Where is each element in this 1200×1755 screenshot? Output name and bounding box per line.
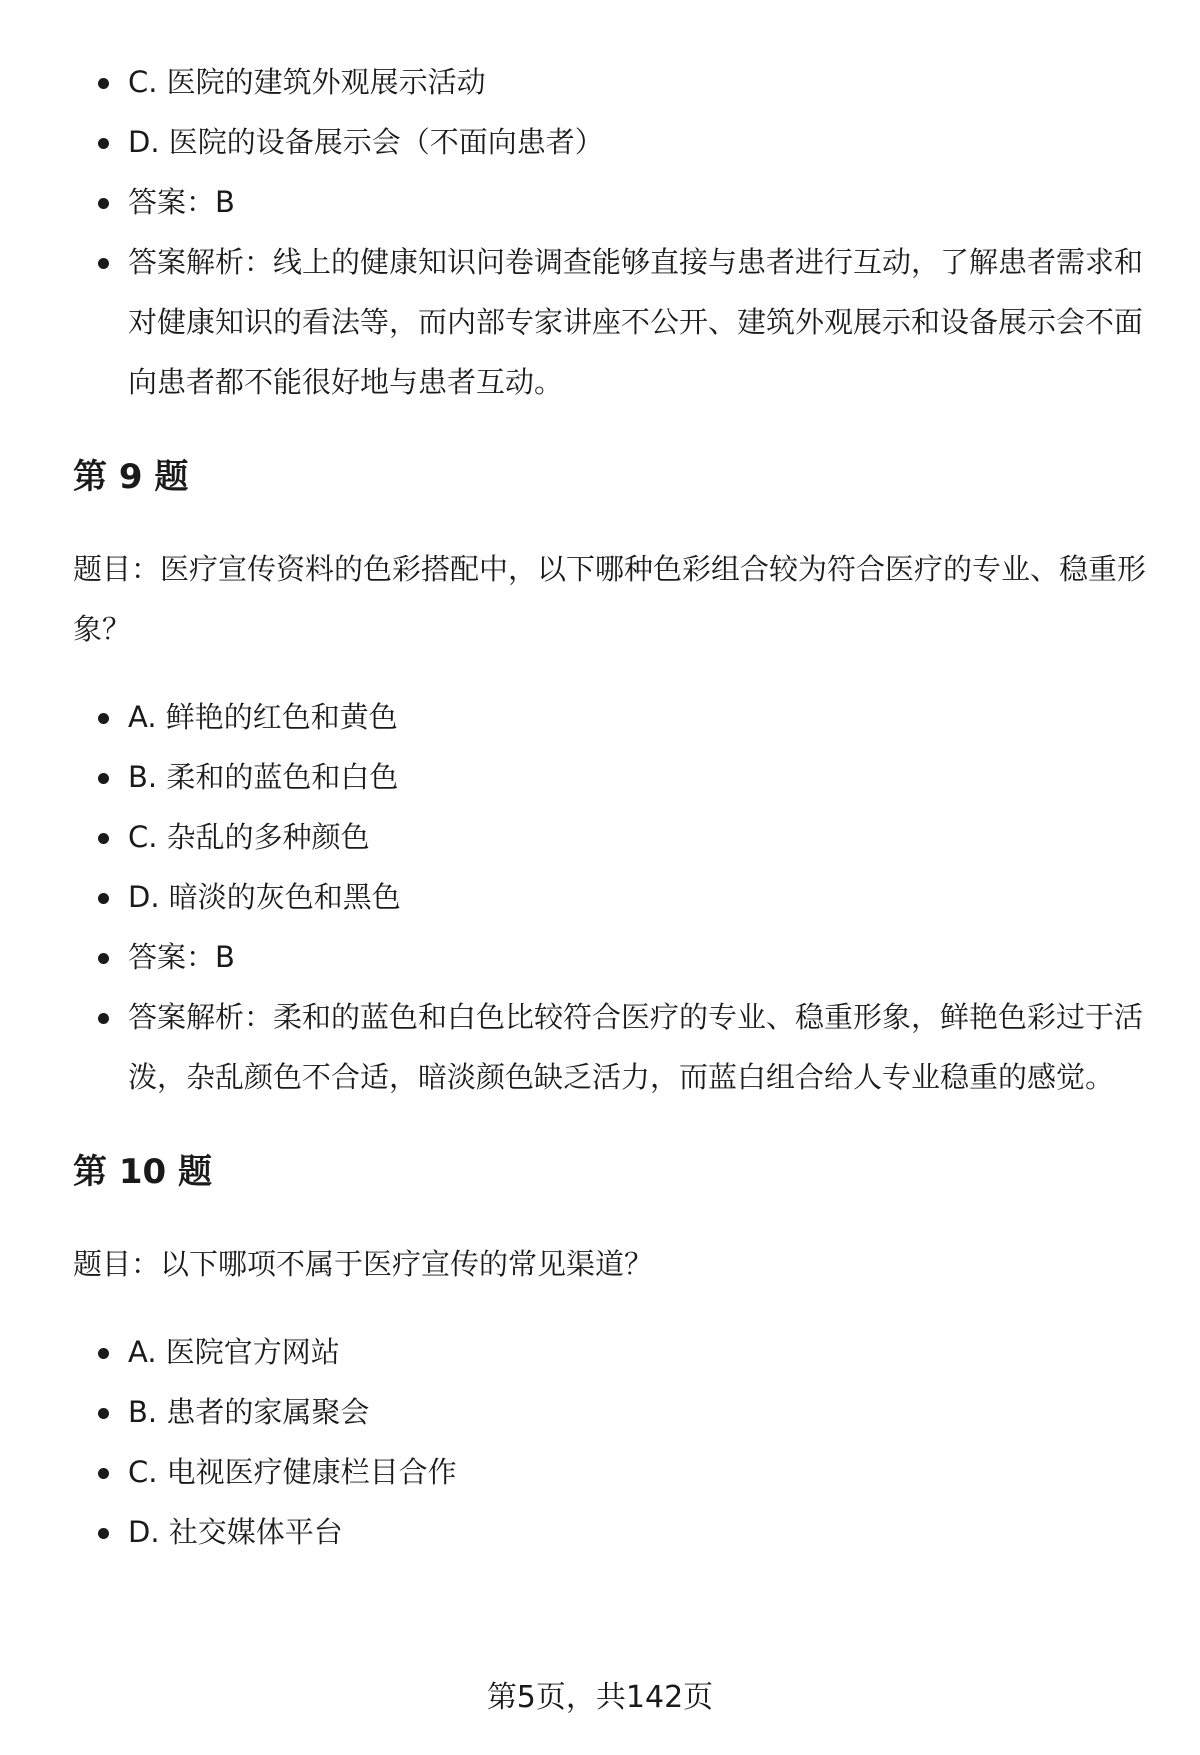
answer: 答案：B: [73, 172, 1148, 232]
question-10-options: [73, 1322, 1148, 1562]
option-b: B. 柔和的蓝色和白色: [73, 747, 1148, 807]
question-10-text: 题目：以下哪项不属于医疗宣传的常见渠道？: [73, 1247, 654, 1281]
answer-explanation: 答案解析：柔和的蓝色和白色比较符合医疗的专业、稳重形象，鲜艳色彩过于活泼，杂乱颜色不合适，暗淡颜色缺乏活力，而蓝白组合给人专业稳重的感觉。: [73, 987, 1148, 1107]
option-d: D. 医院的设备展示会（不面向患者）: [73, 112, 1148, 172]
option-b: B. 患者的家属聚会: [73, 1382, 1148, 1442]
page-content: [73, 52, 1148, 1562]
option-c: C. 杂乱的多种颜色: [73, 807, 1148, 867]
option-a: A. 医院官方网站: [73, 1322, 1148, 1382]
option-c: C. 医院的建筑外观展示活动: [73, 52, 1148, 112]
option-d: D. 暗淡的灰色和黑色: [73, 867, 1148, 927]
question-10-heading: 第 10 题: [73, 1152, 212, 1192]
question-9-heading: 第 9 题: [73, 457, 189, 497]
question-9-text: 题目：医疗宣传资料的色彩搭配中，以下哪种色彩组合较为符合医疗的专业、稳重形象？: [73, 552, 1147, 646]
question-9-options: [73, 687, 1148, 1107]
page-number-footer: 第5页，共142页: [486, 1680, 714, 1715]
option-d: D. 社交媒体平台: [73, 1502, 1148, 1562]
answer: 答案：B: [73, 927, 1148, 987]
option-c: C. 电视医疗健康栏目合作: [73, 1442, 1148, 1502]
prev-question-options: [73, 52, 1148, 412]
option-a: A. 鲜艳的红色和黄色: [73, 687, 1148, 747]
answer-explanation: 答案解析：线上的健康知识问卷调查能够直接与患者进行互动，了解患者需求和对健康知识的看法等，而内部专家讲座不公开、建筑外观展示和设备展示会不面向患者都不能很好地与患者互动。: [73, 232, 1148, 412]
